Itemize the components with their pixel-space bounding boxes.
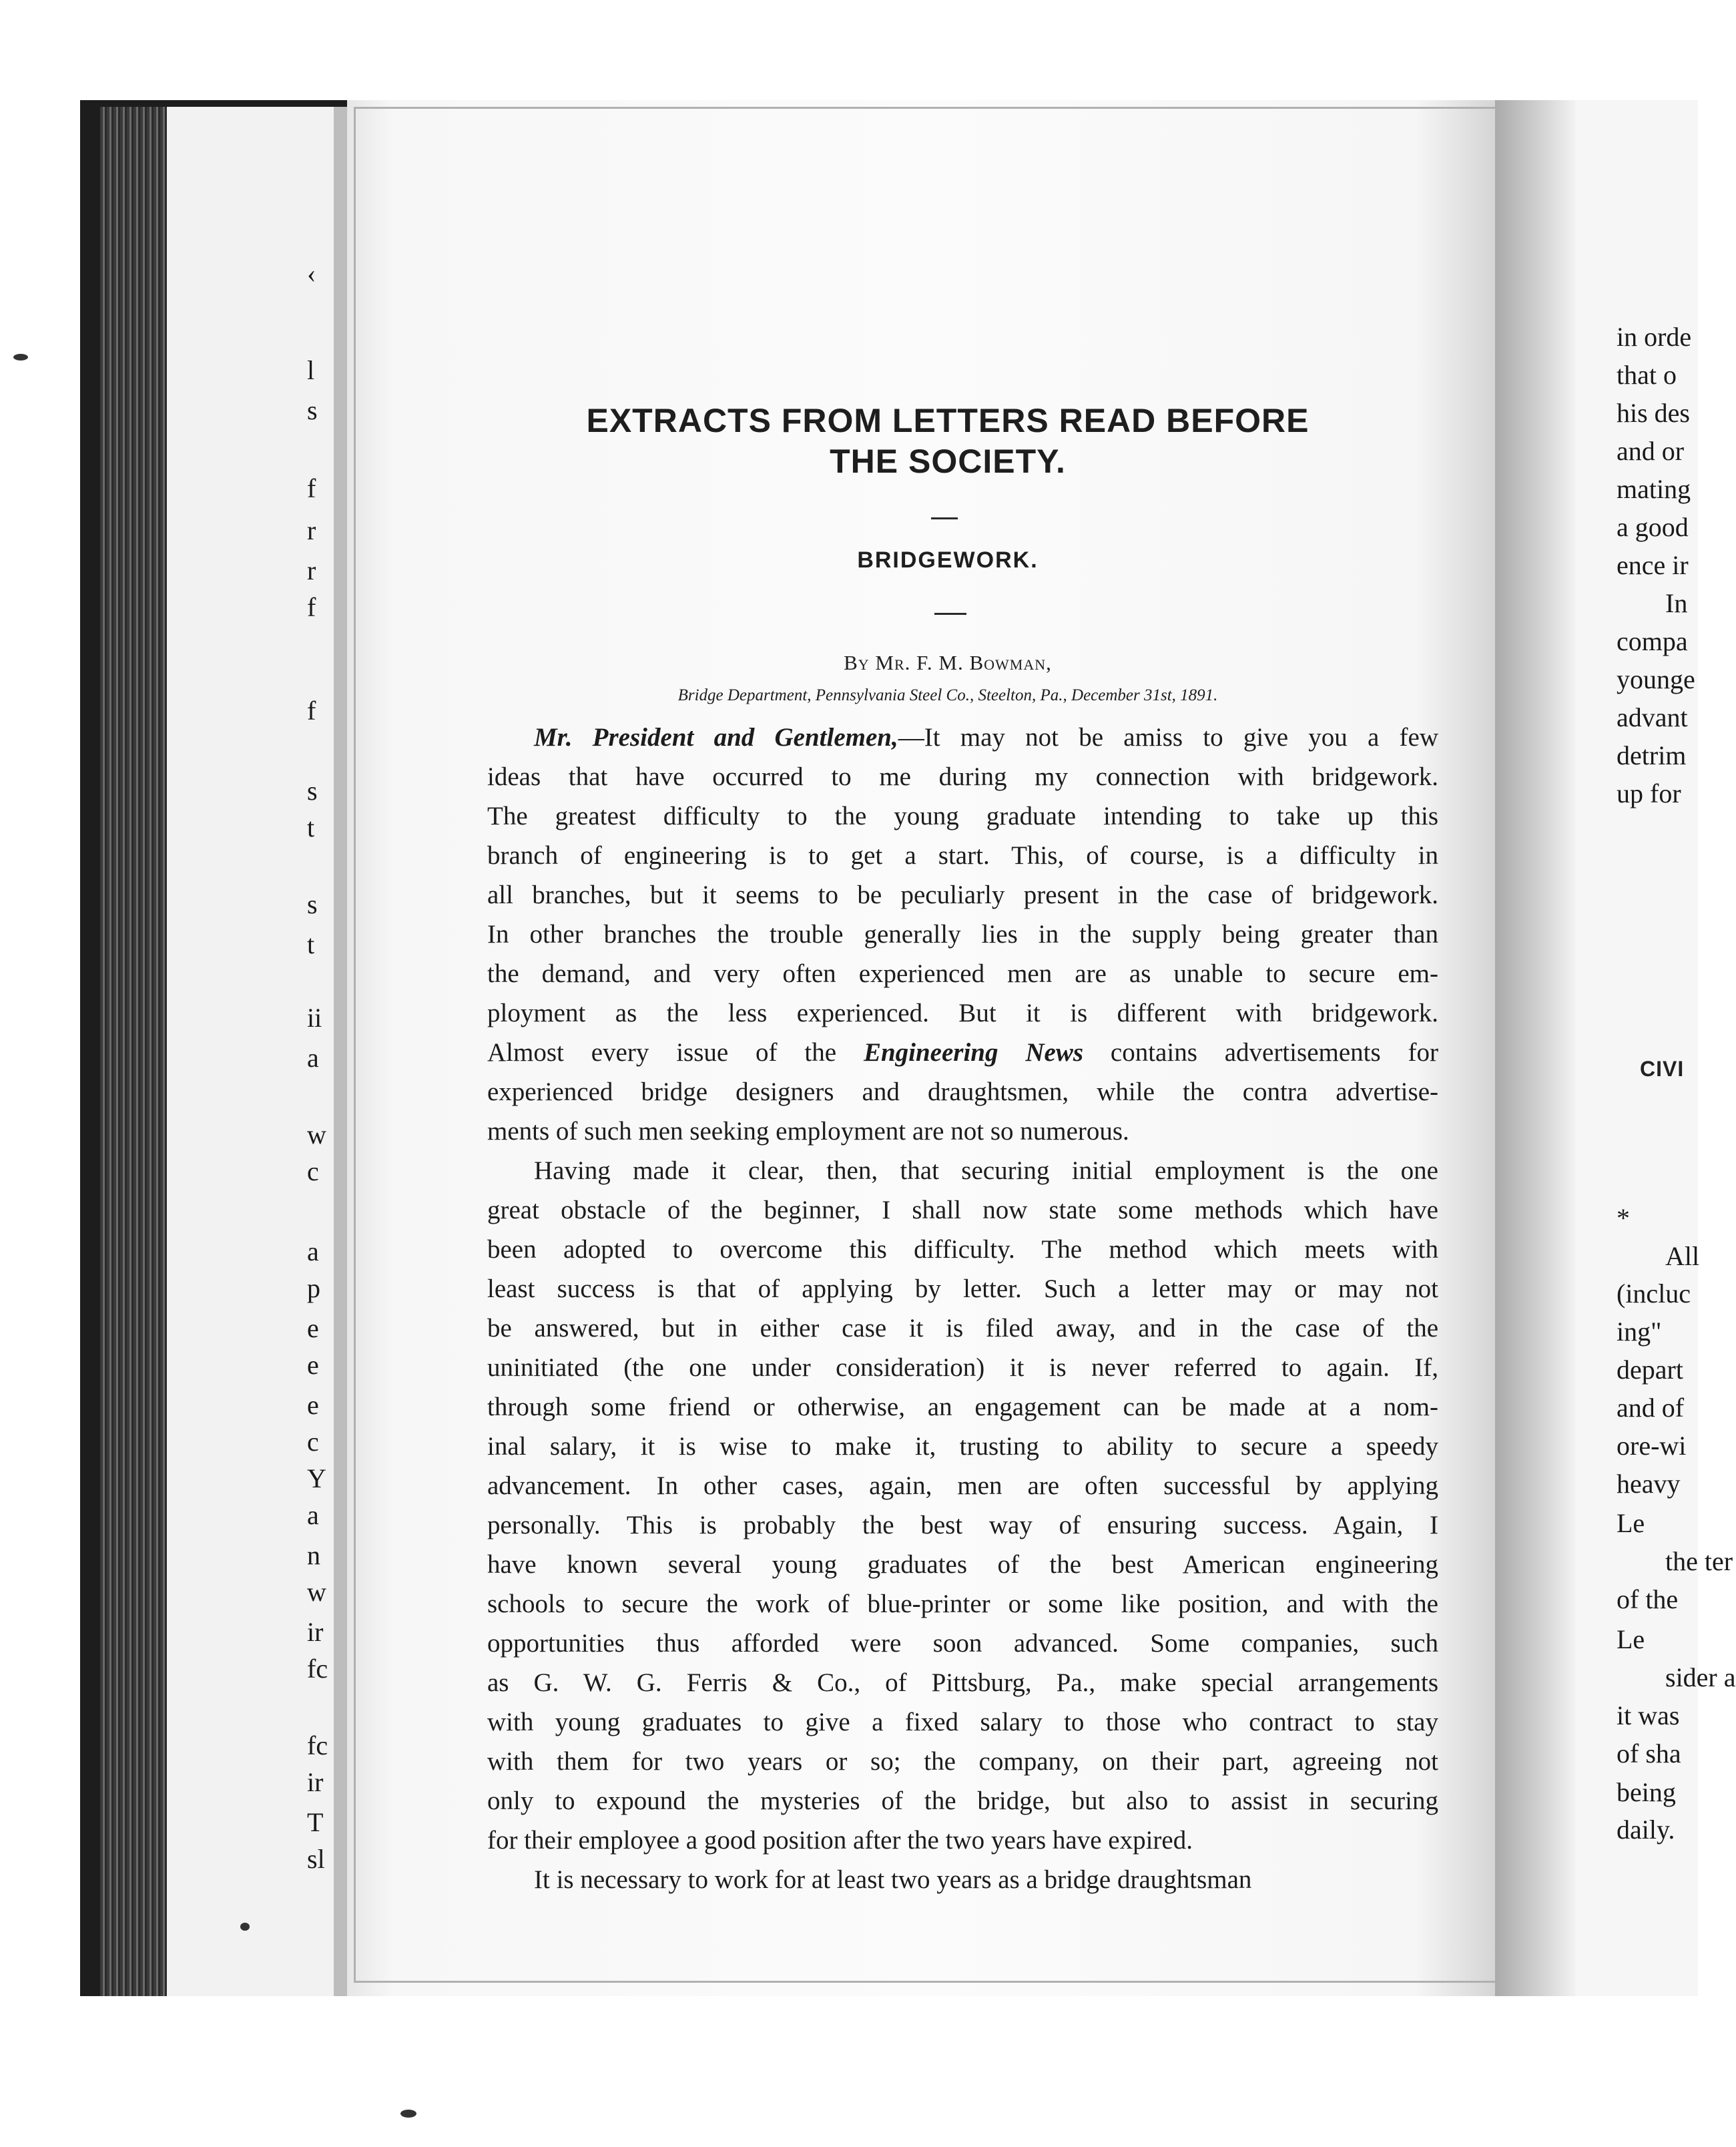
body-line: inal salary, it is wise to make it, trusting to ability to secure a speedy [487,1432,1438,1461]
right-page-fragment: being [1617,1777,1676,1807]
left-page-fragment: ir [307,1617,324,1647]
left-page-fragment: fc [307,1730,328,1760]
body-line: personally. This is probably the best way of ensuring success. Again, I [487,1511,1438,1539]
body-line: advancement. In other cases, again, men are often successful by applying [487,1471,1438,1500]
body-line: with young graduates to give a fixed salary to those who contract to stay [487,1708,1438,1736]
left-page-fragment: e [307,1313,319,1343]
body-line: have known several young graduates of the best American engineering [487,1550,1438,1579]
section-heading: BRIDGEWORK. [857,547,1039,573]
body-line: with them for two years or so; the company, on their part, agreeing not [487,1747,1438,1776]
left-page-fragment: fc [307,1654,328,1684]
title-line-2: THE SOCIETY. [830,443,1066,480]
left-page-fragment: e [307,1350,319,1380]
title-rule [931,517,958,519]
right-page-fragment: the ter [1665,1546,1733,1576]
salutation: Mr. President and Gentlemen, [534,723,898,752]
paragraph-3-line: It is necessary to work for at least two years as a bridge draughtsman [534,1865,1252,1894]
left-page-fragment: ir [307,1767,324,1797]
left-page-fragment: s [307,395,318,425]
right-page-fragment: * [1617,1203,1630,1233]
right-page-fragment: mating [1617,474,1691,504]
right-page-fragment: ore-wi [1617,1431,1687,1461]
left-page-fragment: ii [307,1003,322,1033]
left-page [167,107,354,1996]
body-line: through some friend or otherwise, an engagement can be made at a nom- [487,1393,1438,1421]
right-page-fragment: sider a [1665,1662,1736,1692]
scan-margin-top [0,0,1698,100]
right-page-fragment: his des [1617,398,1690,428]
left-page-fragment: p [307,1273,320,1303]
right-gutter [1495,100,1575,1996]
right-page-fragment: ence ir [1617,550,1689,580]
body-line: been adopted to overcome this difficulty. The method which meets with [487,1235,1438,1264]
body-line [487,718,1438,757]
body-line: as G. W. G. Ferris & Co., of Pittsburg, Pa., make special arrangements [487,1668,1438,1697]
left-page-fragment: f [307,473,316,503]
left-page-fragment: l [307,355,315,385]
body-line: for their employee a good position after the two years have expired. [487,1826,1193,1855]
paragraph-1-lines [487,757,1438,1033]
body-line: branch of engineering is to get a start. This, of course, is a difficulty in [487,841,1438,870]
body-line: ments of such men seeking employment are not so numerous. [487,1117,1129,1146]
body-line: schools to secure the work of blue-printer or some like position, and with the [487,1590,1438,1618]
left-page-fragment: w [307,1577,326,1607]
left-page-fragment: c [307,1427,319,1457]
left-page-fragment: T [307,1807,324,1837]
right-page-fragment: that o [1617,360,1677,390]
right-page-fragment: up for [1617,778,1681,808]
paragraph-1-end-lines [487,1072,1438,1151]
right-page-fragment: it was [1617,1700,1680,1730]
salutation-rest: —It may not be amiss to give you a few [898,723,1438,752]
news-line-before: Almost every issue of the [487,1038,864,1067]
body-line: experienced bridge designers and draughtsmen, while the contra advertise- [487,1078,1438,1106]
body-line: opportunities thus afforded were soon advanced. Some companies, such [487,1629,1438,1658]
right-page-fragment: depart [1617,1355,1683,1385]
right-page-fragment: and of [1617,1393,1685,1423]
right-page-fragment: In [1665,588,1688,618]
scan-speck [13,354,28,361]
scan-speck [240,1923,250,1931]
title-line-1: EXTRACTS FROM LETTERS READ BEFORE [586,402,1310,439]
journal-title: Engineering News [863,1038,1084,1067]
left-page-fragment: f [307,696,316,726]
article-body [487,718,1438,1899]
left-page-fragment: e [307,1390,319,1420]
left-page-fragment: c [307,1156,319,1186]
left-page-fragment: r [307,515,316,545]
left-page-fragment: a [307,1043,319,1073]
right-page-fragment: heavy [1617,1469,1681,1499]
left-page-fragment: s [307,776,318,806]
body-line: be answered, but in either case it is filed away, and in the case of the [487,1314,1438,1343]
right-page-fragment: daily. [1617,1815,1675,1845]
section-rule [934,613,966,615]
left-page-fragment: r [307,555,316,585]
scan-margin-left [0,0,80,2147]
left-page-fragment: s [307,889,318,919]
left-page-fragment: f [307,592,316,622]
author-affiliation: Bridge Department, Pennsylvania Steel Co., Steelton, Pa., December 31st, 1891. [677,686,1218,704]
right-page-fragment: and or [1617,436,1685,466]
page-title [507,401,1388,482]
left-page-fragment: a [307,1500,319,1530]
body-line: only to expound the mysteries of the bridge, but also to assist in securing [487,1786,1438,1815]
right-page-fragment: Le [1617,1508,1645,1538]
left-page-fragment: ‹ [307,258,316,288]
body-line: uninitiated (the one under consideration) it is never referred to again. If, [487,1353,1438,1382]
news-line-after: contains advertisements for [1083,1038,1439,1067]
right-page-fragment: Le [1617,1624,1645,1654]
left-page-fragment: t [307,812,315,843]
right-page-fragment: compa [1617,626,1688,656]
scan-margin-bottom [0,1996,1698,2147]
right-page-fragment: of sha [1617,1738,1681,1768]
left-page-fragment: Y [307,1463,326,1493]
right-page-fragment: ing" [1617,1317,1662,1347]
right-page-fragment: in orde [1617,322,1692,352]
right-page-fragment: of the [1617,1584,1679,1614]
body-line: least success is that of applying by letter. Such a letter may or may not [487,1274,1438,1303]
left-page-fragment: a [307,1236,319,1266]
right-page-fragment: (incluc [1617,1278,1691,1308]
body-line: ployment as the less experienced. But it is different with bridgework. [487,999,1438,1027]
body-line [487,1033,1438,1072]
right-page-heading-fragment: CIVI [1640,1057,1685,1081]
right-page-fragment: All [1665,1241,1700,1271]
body-line: ideas that have occurred to me during my connection with bridgework. [487,762,1438,791]
right-page-fragment: younge [1617,664,1695,694]
right-page-fragment: advant [1617,702,1688,732]
page-edge-stack [100,107,174,1996]
paragraph-2-lines [487,1151,1438,1860]
left-page-fragment: t [307,929,315,959]
author-byline: By Mr. F. M. Bowman, [844,651,1052,674]
left-page-fragment: w [307,1120,326,1150]
body-line: In other branches the trouble generally lies in the supply being greater than [487,920,1438,949]
right-page-fragment: a good [1617,512,1689,542]
body-line: great obstacle of the beginner, I shall now state some methods which have [487,1196,1438,1224]
left-gutter [334,107,347,1996]
left-page-fragment: n [307,1540,320,1570]
scan-speck [400,2110,416,2118]
body-line: all branches, but it seems to be peculiarly present in the case of bridgework. [487,881,1438,909]
right-page-fragment: detrim [1617,740,1687,770]
body-line: Having made it clear, then, that securing initial employment is the one [534,1156,1438,1185]
left-page-fragment: sl [307,1844,325,1874]
body-line: the demand, and very often experienced men are as unable to secure em- [487,959,1438,988]
body-line: The greatest difficulty to the young graduate intending to take up this [487,802,1438,830]
